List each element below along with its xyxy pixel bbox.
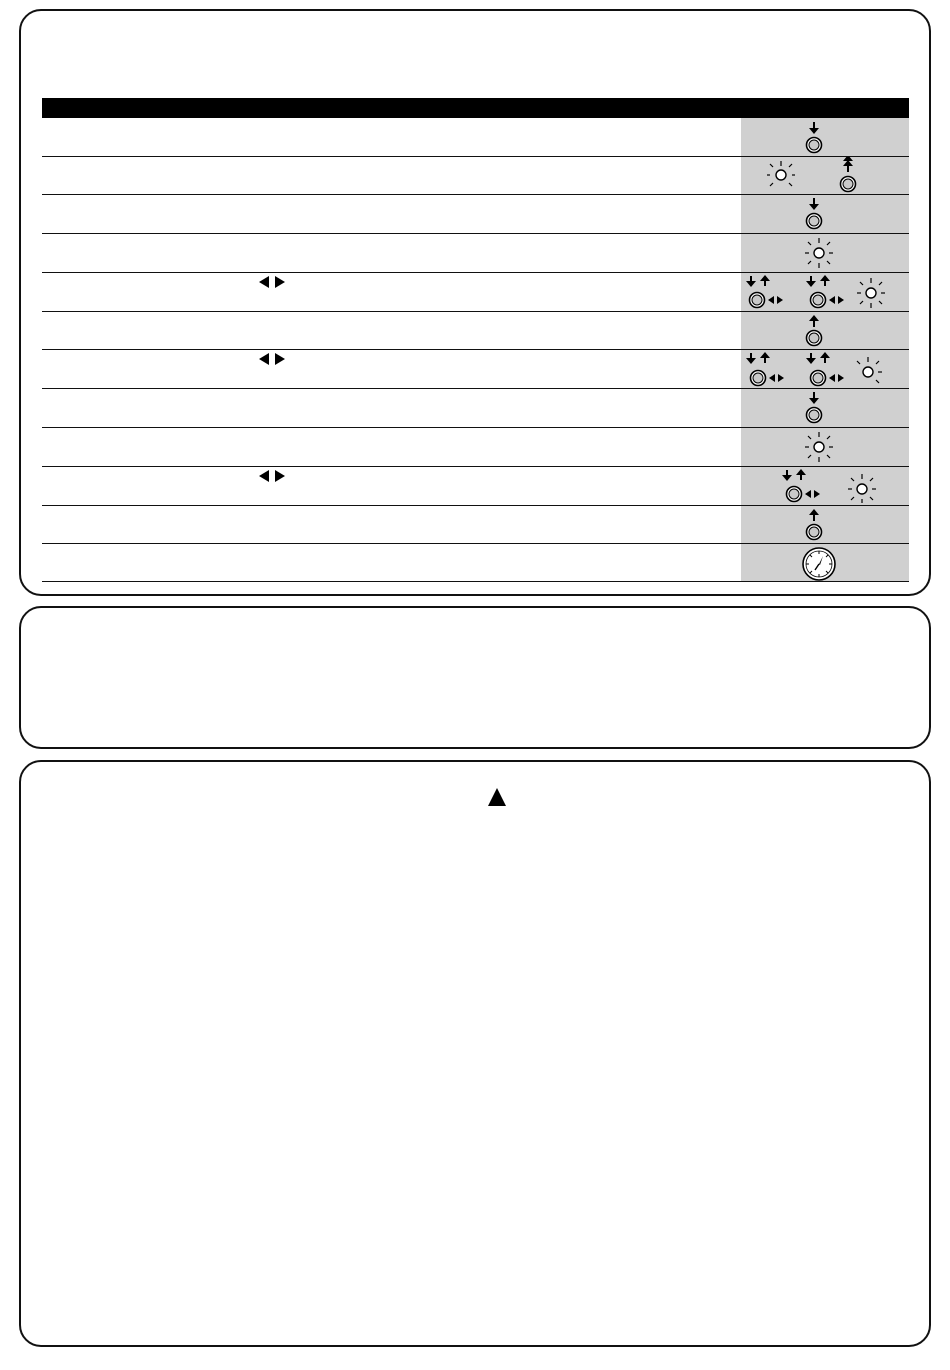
left-right-arrows-icon [256, 468, 288, 484]
note-panel [19, 606, 931, 749]
table-row [42, 350, 909, 389]
table-row [42, 506, 909, 544]
table-row [42, 467, 909, 506]
timer-clock-icon [741, 544, 909, 581]
button-left-right-sequence-led-icon [741, 350, 909, 388]
led-flash-and-button-release-icon [741, 157, 909, 194]
table-row [42, 389, 909, 428]
button-left-right-led-icon [741, 467, 909, 505]
button-press-down-icon [741, 118, 909, 156]
procedure-table [42, 98, 909, 582]
table-row [42, 273, 909, 312]
table-header [42, 98, 909, 118]
button-press-down-icon [741, 195, 909, 233]
table-row [42, 234, 909, 273]
left-right-arrows-icon [256, 351, 288, 367]
table-row [42, 118, 909, 157]
warning-triangle-icon [487, 787, 507, 807]
led-flashing-icon [741, 234, 909, 272]
table-row [42, 312, 909, 350]
table-row [42, 195, 909, 234]
button-release-up-icon [741, 312, 909, 349]
button-press-down-icon [741, 389, 909, 427]
button-left-right-sequence-led-icon [741, 273, 909, 311]
table-row [42, 157, 909, 195]
table-row [42, 428, 909, 467]
table-row [42, 544, 909, 582]
left-right-arrows-icon [256, 274, 288, 290]
button-release-up-icon [741, 506, 909, 543]
warning-panel [19, 760, 931, 1347]
led-flashing-icon [741, 428, 909, 466]
